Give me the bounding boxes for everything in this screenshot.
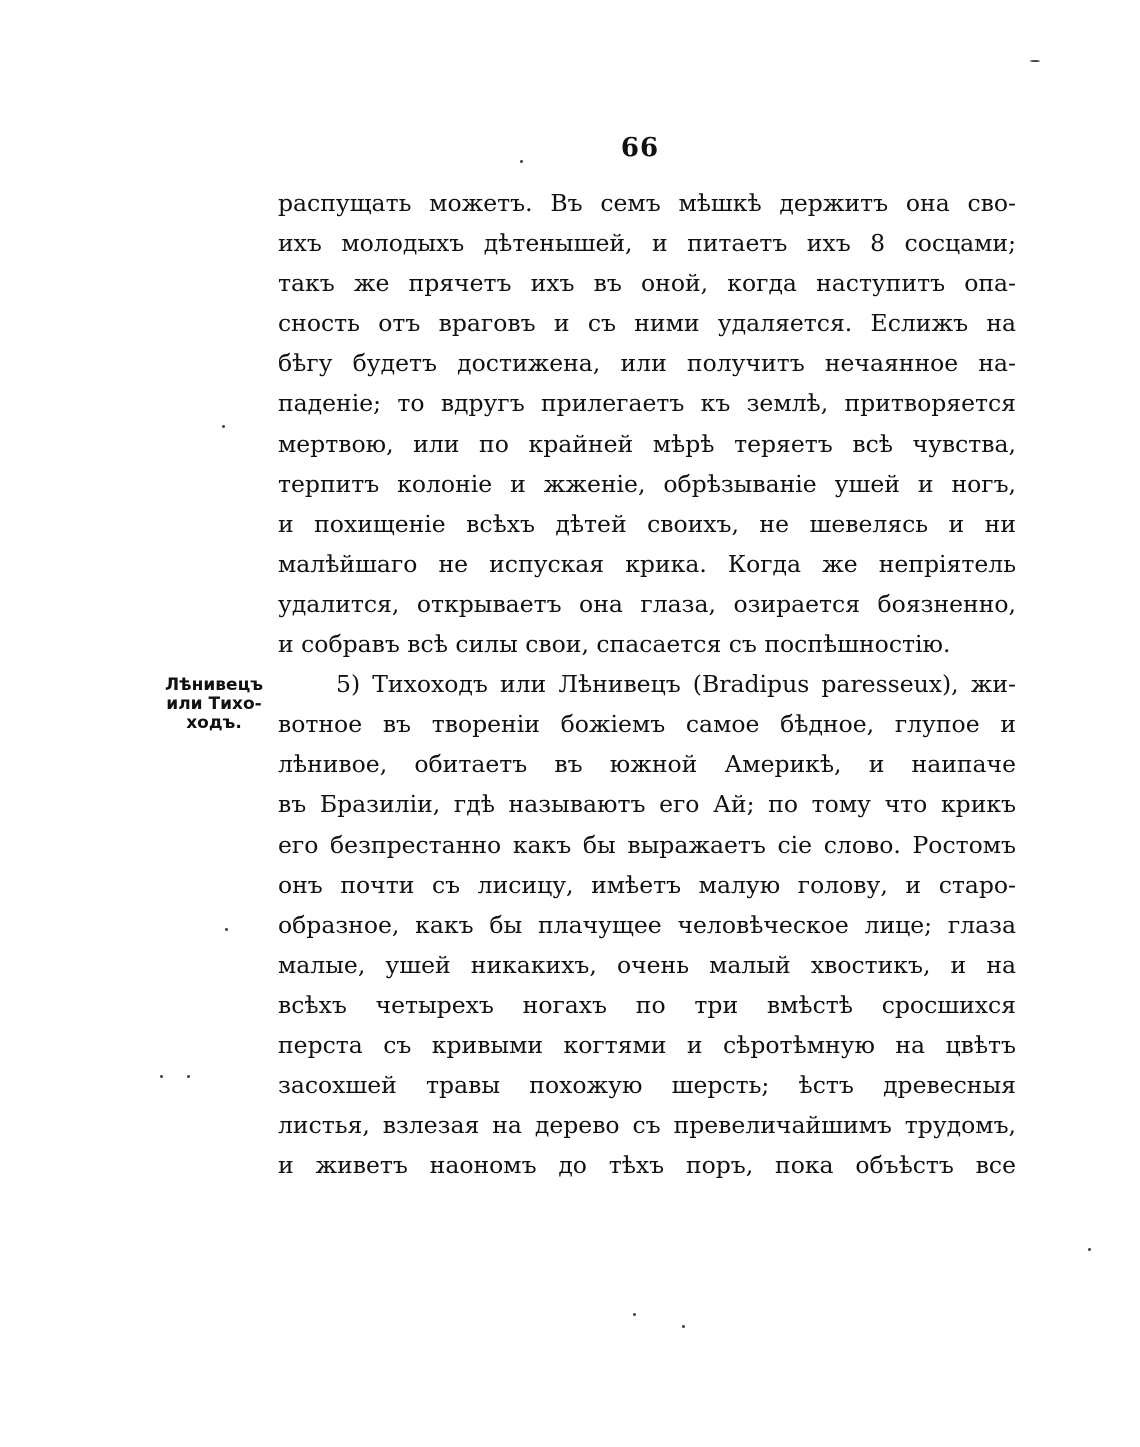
text-line: паденіе; то вдругъ прилегаетъ къ землѣ, притворяется — [278, 389, 1016, 418]
text-line: перста съ кривыми когтями и сѣротѣмную на цвѣтъ — [278, 1030, 1016, 1059]
text-line: всѣхъ четырехъ ногахъ по три вмѣстѣ сросшихся — [278, 990, 1016, 1019]
margin-note-line: Лѣнивецъ — [165, 675, 263, 695]
scan-speck — [225, 928, 228, 931]
scan-speck — [160, 1075, 163, 1078]
paragraph-end-line: и собравъ всѣ силы свои, спасается съ поспѣшностію. — [278, 630, 951, 659]
text-line: засохшей травы похожую шерсть; ѣстъ древесныя — [278, 1071, 1016, 1100]
text-line: образное, какъ бы плачущее человѣческое лице; глаза — [278, 910, 1016, 939]
text-line: онъ почти съ лисицу, имѣетъ малую голову, и старо- — [278, 870, 1016, 899]
scan-speck — [1088, 1248, 1091, 1251]
page-number: 66 — [620, 133, 660, 163]
text-line: вотное въ твореніи божіемъ самое бѣдное, глупое и — [278, 710, 1016, 739]
margin-note-line: ходъ. — [186, 713, 242, 733]
text-line: мертвою, или по крайней мѣрѣ теряетъ всѣ чувства, — [278, 429, 1016, 458]
text-line: терпитъ колоніе и жженіе, обрѣзываніе ушей и ногъ, — [278, 469, 1016, 498]
margin-note — [150, 676, 278, 733]
text-line: малѣйшаго не испуская крика. Когда же непріятель — [278, 549, 1016, 578]
scan-speck — [1030, 60, 1040, 62]
text-line: сность отъ враговъ и съ ними удаляется. Еслижъ на — [278, 309, 1016, 338]
scan-speck — [633, 1313, 636, 1316]
text-line: малые, ушей никакихъ, очень малый хвостикъ, и на — [278, 950, 1016, 979]
text-line: распущать можетъ. Въ семъ мѣшкѣ держитъ она сво- — [278, 189, 1016, 217]
text-line: въ Бразиліи, гдѣ называютъ его Ай; по тому что крикъ — [278, 790, 1016, 819]
main-text — [278, 183, 1016, 1185]
text-line: и живетъ наономъ до тѣхъ поръ, пока объѣстъ все — [278, 1151, 1016, 1180]
scan-speck — [187, 1075, 190, 1078]
scan-speck — [682, 1325, 685, 1328]
text-line: листья, взлезая на дерево съ превеличайшимъ трудомъ, — [278, 1111, 1016, 1140]
text-line: такъ же прячетъ ихъ въ оной, когда наступитъ опа- — [278, 269, 1016, 298]
margin-note-line: или Тихо- — [166, 694, 262, 714]
text-line: ихъ молодыхъ дѣтенышей, и питаетъ ихъ 8 сосцами; — [278, 229, 1016, 258]
scan-speck — [520, 160, 523, 163]
paragraph-start-line: 5) Тихоходъ или Лѣнивецъ (Bradipus paresseux), жи- — [336, 670, 1016, 699]
text-line: и похищеніе всѣхъ дѣтей своихъ, не шевелясь и ни — [278, 509, 1016, 538]
scan-speck — [222, 425, 225, 428]
text-line: его безпрестанно какъ бы выражаетъ сіе слово. Ростомъ — [278, 830, 1016, 859]
text-line: удалится, открываетъ она глаза, озирается боязненно, — [278, 589, 1016, 618]
text-line: лѣнивое, обитаетъ въ южной Америкѣ, и наипаче — [278, 750, 1016, 779]
text-line: бѣгу будетъ достижена, или получитъ нечаянное на- — [278, 349, 1016, 378]
